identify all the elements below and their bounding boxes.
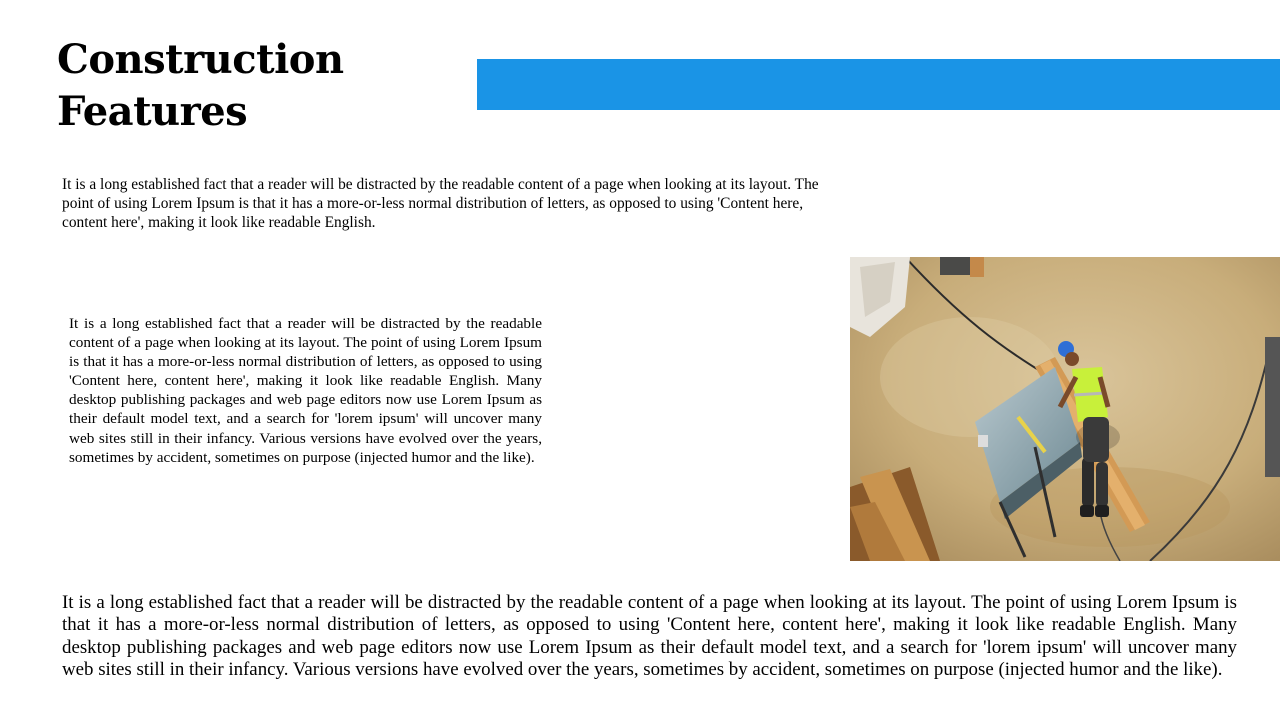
construction-worker-photo [850, 257, 1280, 561]
title-line-2: Features [57, 88, 248, 135]
accent-bar [477, 59, 1280, 110]
paragraph-middle: It is a long established fact that a reader will be distracted by the readable content of a page when looking at its layout. The point of using Lorem Ipsum is that it has a more-or-less normal distribution of letters, as opposed to using 'Content here, content here', making it look like readable English. Many desktop publishing packages and web page editors now use Lorem Ipsum as their default model text, and a search for 'lorem ipsum' will uncover many web sites still in their infancy. Various versions have evolved over the years, sometimes by accident, sometimes on purpose (injected humor and the like). [69, 315, 542, 466]
title-line-1: Construction [57, 36, 344, 83]
slide-title [57, 34, 457, 138]
paragraph-bottom: It is a long established fact that a reader will be distracted by the readable content of a page when looking at its layout. The point of using Lorem Ipsum is that it has a more-or-less normal distribution of letters, as opposed to using 'Content here, content here', making it look like readable English. Many desktop publishing packages and web page editors now use Lorem Ipsum as their default model text, and a search for 'lorem ipsum' will uncover many web sites still in their infancy. Various versions have evolved over the years, sometimes by accident, sometimes on purpose (injected humor and the like). [62, 592, 1237, 681]
paragraph-top: It is a long established fact that a reader will be distracted by the readable content of a page when looking at its layout. The point of using Lorem Ipsum is that it has a more-or-less normal distribution of letters, as opposed to using 'Content here, content here', making it look like readable English. [62, 176, 819, 231]
